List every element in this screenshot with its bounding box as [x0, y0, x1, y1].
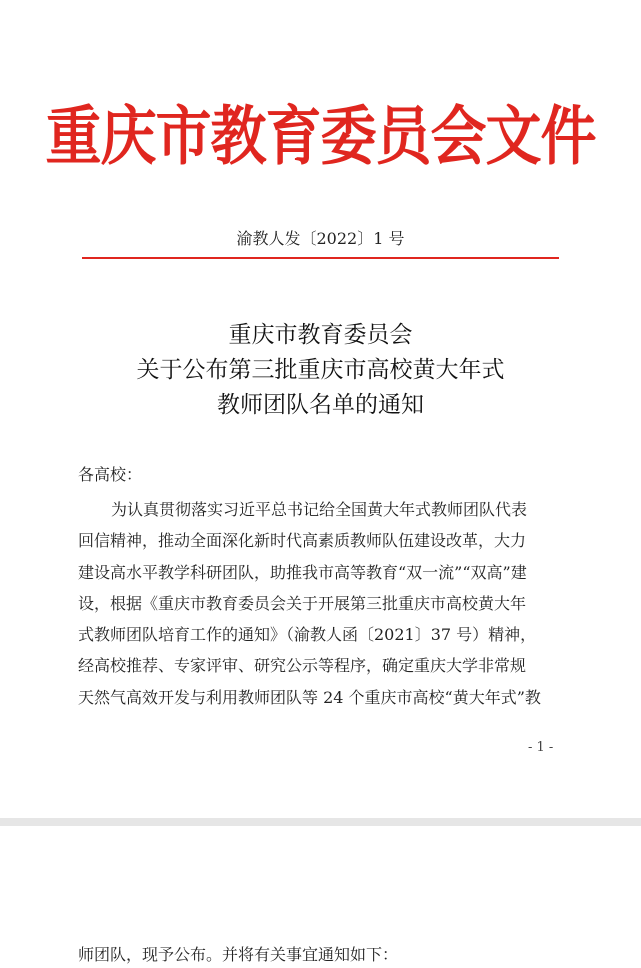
body-line: 天然气高效开发与利用教师团队等 24 个重庆市高校“黄大年式”教: [78, 687, 541, 707]
body-line: 回信精神，推动全面深化新时代高素质教师队伍建设改革，大力: [78, 531, 527, 551]
body-line: 式教师团队培育工作的通知》（渝教人函〔2021〕37 号）精神，: [78, 625, 537, 645]
document-number: 渝教人发〔2022〕1 号: [236, 229, 405, 248]
body-line: 设，根据《重庆市教育委员会关于开展第三批重庆市高校黄大年: [78, 593, 527, 613]
document-header-title: 重庆市教育委员会文件: [45, 99, 596, 175]
page-number: - 1 -: [528, 740, 554, 755]
page-separator: [0, 818, 641, 826]
notice-title-line: 教师团队名单的通知: [217, 392, 424, 418]
body-line: 建设高水平教学科研团队，助推我市高等教育“双一流”“双高”建: [78, 562, 527, 582]
header-red-rule: [82, 257, 559, 259]
body-line: 经高校推荐、专家评审、研究公示等程序，确定重庆大学非常规: [78, 656, 527, 676]
body-paragraph: [78, 494, 568, 713]
document-page-2: [0, 826, 641, 968]
notice-title-line: 关于公布第三批重庆市高校黄大年式: [136, 357, 505, 383]
notice-title: [0, 318, 641, 423]
notice-title-line: 重庆市教育委员会: [228, 322, 413, 348]
body-line: 师团队，现予公布。并将有关事宜通知如下：: [78, 945, 399, 964]
salutation: 各高校：: [78, 465, 143, 484]
body-line: 为认真贯彻落实习近平总书记给全国黄大年式教师团队代表: [111, 500, 528, 519]
